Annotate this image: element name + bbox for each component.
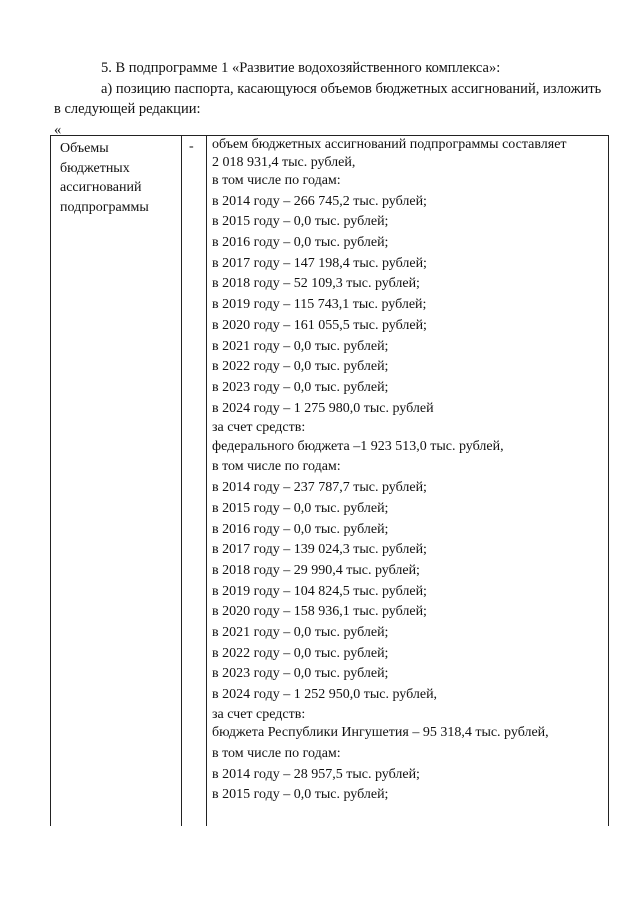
content-row: в 2014 году – 266 745,2 тыс. рублей;	[212, 193, 427, 209]
content-row: в 2017 году – 139 024,3 тыс. рублей;	[212, 542, 427, 558]
label-line: ассигнований	[60, 180, 142, 195]
content-row: в 2024 году – 1 252 950,0 тыс. рублей,	[212, 687, 438, 702]
content-row: в 2023 году – 0,0 тыс. рублей;	[212, 666, 389, 682]
budget-table	[50, 135, 609, 826]
content-row: федерального бюджета –1 923 513,0 тыс. рублей,	[212, 438, 504, 454]
content-row: в 2015 году – 0,0 тыс. рублей;	[212, 500, 389, 516]
content-row: в 2017 году – 147 198,4 тыс. рублей;	[212, 255, 427, 271]
content-row: за счет средств:	[212, 420, 306, 436]
content-row: в 2021 году – 0,0 тыс. рублей;	[212, 338, 389, 354]
content-row: в 2022 году – 0,0 тыс. рублей;	[212, 645, 389, 661]
column-divider	[181, 136, 182, 826]
content-row: в 2022 году – 0,0 тыс. рублей;	[212, 359, 389, 375]
content-row: в 2018 году – 52 109,3 тыс. рублей;	[212, 276, 420, 292]
content-row: объем бюджетных ассигнований подпрограммы составляет	[212, 137, 567, 152]
content-row: в 2015 году – 0,0 тыс. рублей;	[212, 787, 389, 803]
dash-cell: -	[189, 139, 194, 154]
content-row: в 2014 году – 28 957,5 тыс. рублей;	[212, 766, 420, 782]
content-row: в 2019 году – 115 743,1 тыс. рублей;	[212, 297, 427, 313]
opening-quote: «	[54, 122, 62, 138]
section-heading: 5. В подпрограмме 1 «Развитие водохозяйственного комплекса»:	[101, 60, 501, 76]
content-row: в том числе по годам:	[212, 173, 341, 188]
content-row: в 2020 году – 161 055,5 тыс. рублей;	[212, 317, 427, 333]
instruction-text: а) позицию паспорта, касающуюся объемов бюджетных ассигнований, изложить	[101, 81, 602, 97]
content-row: в 2014 году – 237 787,7 тыс. рублей;	[212, 480, 427, 496]
content-row: в 2015 году – 0,0 тыс. рублей;	[212, 214, 389, 230]
content-row: в 2020 году – 158 936,1 тыс. рублей;	[212, 604, 427, 620]
content-cell	[212, 136, 602, 806]
content-row: в 2021 году – 0,0 тыс. рублей;	[212, 624, 389, 640]
content-row: в том числе по годам:	[212, 745, 341, 761]
label-line: Объемы	[60, 141, 109, 156]
label-cell	[60, 139, 178, 217]
label-line: подпрограммы	[60, 199, 149, 215]
content-row: в том числе по годам:	[212, 459, 341, 475]
content-row: в 2019 году – 104 824,5 тыс. рублей;	[212, 583, 427, 599]
content-row: в 2023 году – 0,0 тыс. рублей;	[212, 379, 389, 395]
content-row: 2 018 931,4 тыс. рублей,	[212, 154, 356, 170]
content-row: в 2016 году – 0,0 тыс. рублей;	[212, 521, 389, 537]
content-row: в 2024 году – 1 275 980,0 тыс. рублей	[212, 400, 434, 416]
label-line: бюджетных	[60, 160, 130, 176]
column-divider	[206, 136, 207, 826]
content-row: в 2018 году – 29 990,4 тыс. рублей;	[212, 562, 420, 578]
content-row: в 2016 году – 0,0 тыс. рублей;	[212, 235, 389, 251]
content-row: за счет средств:	[212, 706, 306, 722]
content-row: бюджета Республики Ингушетия – 95 318,4 тыс. рублей,	[212, 725, 549, 741]
instruction-text-continued: в следующей редакции:	[54, 101, 201, 117]
